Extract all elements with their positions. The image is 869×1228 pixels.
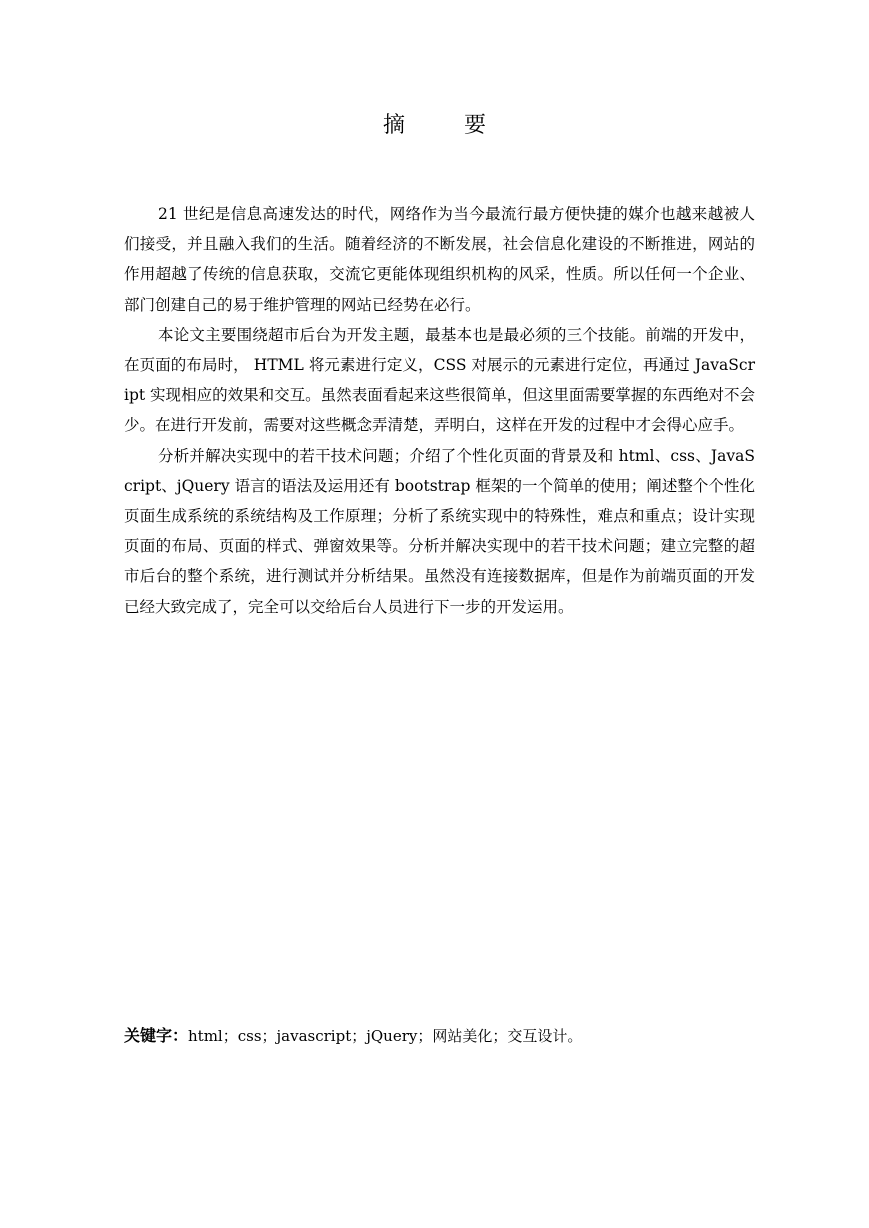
- abstract-body: [124, 199, 755, 622]
- keywords-label: 关键字：: [124, 1026, 189, 1045]
- abstract-paragraph-3: 分析并解决实现中的若干技术问题；介绍了个性化页面的背景及和 html、css、JavaScript、jQuery 语言的语法及运用还有 bootstrap 框架的一个简单的使用；阐述整个个性化页面生成系统的系统结构及工作原理；分析了系统实现中的特殊性，难点和重点；设计实现页面的布局、页面的样式、弹窗效果等。分析并解决实现中的若干技术问题；建立完整的超市后台的整个系统，进行测试并分析结果。虽然没有连接数据库，但是作为前端页面的开发已经大致完成了，完全可以交给后台人员进行下一步的开发运用。: [124, 446, 755, 616]
- keywords-text: html；css；javascript；jQuery；网站美化；交互设计。: [188, 1027, 583, 1045]
- abstract-paragraph-2: 本论文主要围绕超市后台为开发主题，最基本也是最必须的三个技能。前端的开发中，在页面的布局时， HTML 将元素进行定义，CSS 对展示的元素进行定位，再通过 JavaScript 实现相应的效果和交互。虽然表面看起来这些很简单，但这里面需要掌握的东西绝对不会少。在进行开发前，需要对这些概念弄清楚，弄明白，这样在开发的过程中才会得心应手。: [124, 325, 755, 435]
- abstract-paragraph-1: 21 世纪是信息高速发达的时代，网络作为当今最流行最方便快捷的媒介也越来越被人们接受，并且融入我们的生活。随着经济的不断发展，社会信息化建设的不断推进，网站的作用超越了传统的信息获取，交流它更能体现组织机构的风采，性质。所以任何一个企业、部门创建自己的易于维护管理的网站已经势在必行。: [124, 205, 755, 314]
- keywords-line: [124, 1024, 764, 1048]
- abstract-title: 摘 要: [383, 113, 512, 138]
